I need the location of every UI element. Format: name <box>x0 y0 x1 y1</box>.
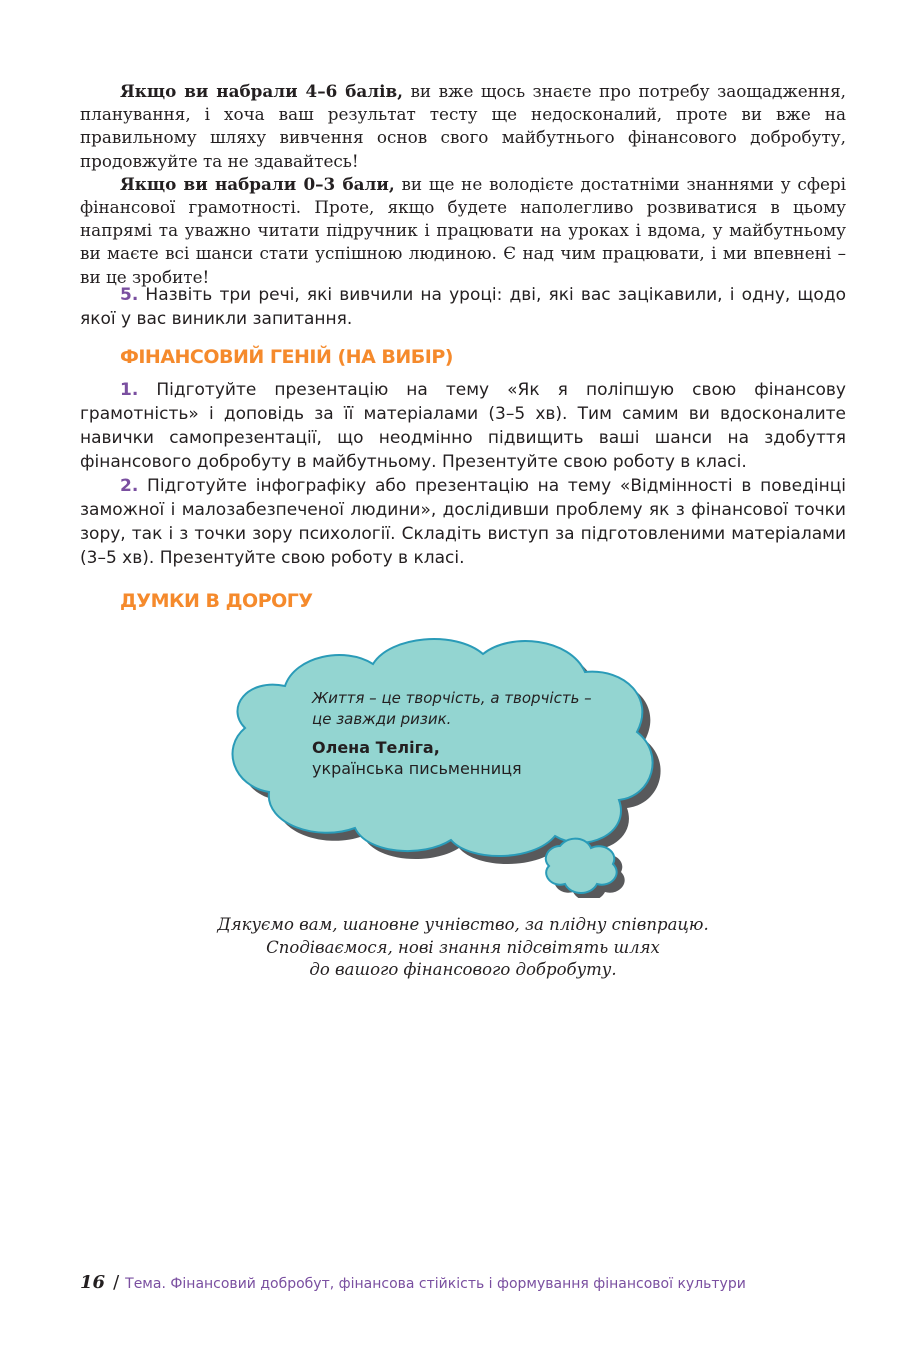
section-heading-thoughts: ДУМКИ В ДОРОГУ <box>120 590 313 612</box>
section-heading-financial-genius: ФІНАНСОВИЙ ГЕНІЙ (НА ВИБІР) <box>120 346 453 368</box>
quote-author: Олена Теліга, <box>312 738 440 757</box>
score-result-0-3: Якщо ви набрали 0–3 бали, ви ще не володієте достатніми знаннями у сфері фінансової грамотності. Проте, якщо будете наполегливо розвиватися в цьому напрямі та уважно читати підручник і працювати на уроках і вдома, у майбутньому ви маєте всі шанси стати успішною людиною. Є над чим працювати, і ми впевнені – ви це зробите! <box>80 173 846 287</box>
quote-block <box>312 688 632 779</box>
score-result-4-6: Якщо ви набрали 4–6 балів, ви вже щось знаєте про потребу заощадження, планування, і хоча ваш результат тесту ще недосконалий, проте ви вже на правильному шляху вивчення основ свого майбутнього фінансового добробуту, продовжуйте та не здавайтесь! <box>80 81 846 171</box>
genius-task-2: 2. Підготуйте інфографіку або презентацію на тему «Відмінності в поведінці заможної і малозабезпеченої людини», дослідивши проблему як з фінансової точки зору, так і з точки зору психології. Складіть виступ за підготовленими матеріалами (3–5 хв). Презентуйте свою роботу в класі. <box>80 476 846 568</box>
score-results <box>80 80 846 289</box>
closing-message: Дякуємо вам, шановне учнівство, за плідну співпрацю. Сподіваємося, нові знання підсвітять шлях до вашого фінансового добробуту. <box>217 915 709 979</box>
page-number: 16 <box>80 1272 106 1293</box>
quote-text: Життя – це творчість, а творчість – це завжди ризик. <box>312 689 592 728</box>
task-5: 5. Назвіть три речі, які вивчили на уроці: дві, які вас зацікавили, і одну, щодо якої у вас виникли запитання. <box>80 285 846 329</box>
page-footer <box>80 1272 746 1296</box>
footer-separator: / <box>113 1272 120 1293</box>
footer-topic: Тема. Фінансовий добробут, фінансова стійкість і формування фінансової культури <box>125 1276 746 1292</box>
quote-author-role: українська письменниця <box>312 759 522 778</box>
genius-tasks <box>80 378 846 570</box>
task-number: 5. <box>120 285 139 305</box>
genius-task-1: 1. Підготуйте презентацію на тему «Як я поліпшую свою фінансову грамотність» і доповідь за її матеріалами (3–5 хв). Тим самим ви вдосконалите навички самопрезентації, що неодмінно підвищить ваші шанси на здобуття фінансового добробуту в майбутньому. Презентуйте свою роботу в класі. <box>80 380 846 472</box>
